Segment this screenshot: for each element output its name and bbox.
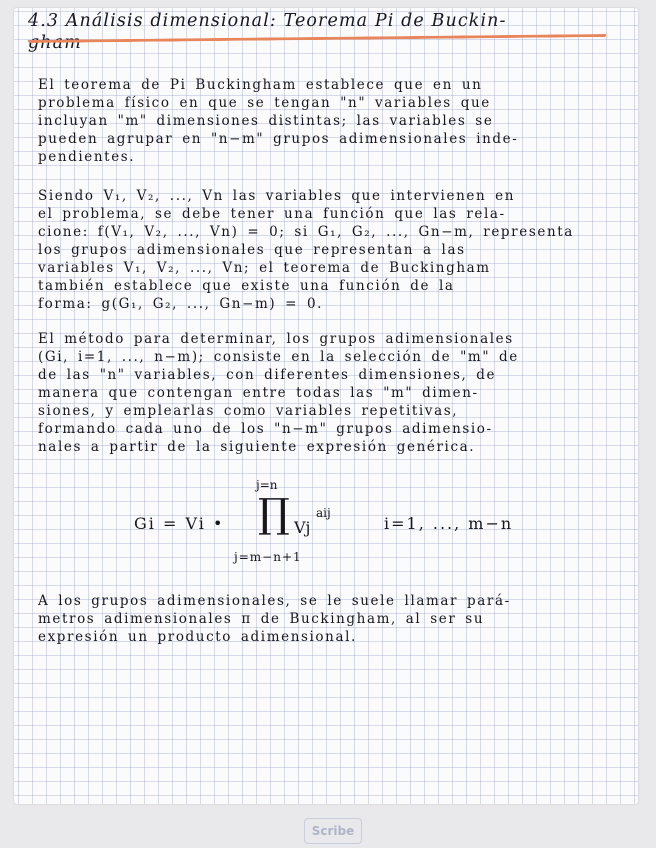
formula-lower-limit: j=m−n+1	[234, 550, 302, 564]
paragraph-2	[38, 187, 624, 313]
paragraph-3	[38, 330, 624, 456]
text-line: de las "n" variables, con diferentes dimensiones, de	[38, 367, 497, 383]
text-line: manera que contengan entre todas las "m" dimen-	[38, 385, 479, 401]
text-line: pueden agrupar en "n−m" grupos adimensionales inde-	[38, 131, 519, 147]
text-line: El teorema de Pi Buckingham establece que en un	[38, 77, 483, 93]
formula-exponent: aij	[316, 506, 331, 520]
pi-product-formula	[134, 478, 554, 568]
text-line: expresión un producto adimensional.	[38, 629, 357, 645]
formula-lhs: Gi = Vi •	[134, 514, 225, 533]
text-line: A los grupos adimensionales, se le suele llamar pará-	[38, 593, 511, 609]
text-line: formando cada uno de los "n−m" grupos adimensio-	[38, 421, 493, 437]
text-line: los grupos adimensionales que representan a las	[38, 242, 466, 258]
formula-upper-limit: j=n	[256, 478, 278, 492]
text-line: pendientes.	[38, 149, 136, 165]
text-line: nales a partir de la siguiente expresión genérica.	[38, 439, 476, 455]
paragraph-1	[38, 76, 624, 166]
title-line-2: gham	[28, 33, 82, 53]
text-line: variables V₁, V₂, ..., Vn; el teorema de Buckingham	[38, 260, 491, 276]
title-line-1: 4.3 Análisis dimensional: Teorema Pi de Buckin-	[28, 11, 507, 31]
text-line: metros adimensionales π de Buckingham, al ser su	[38, 611, 485, 627]
formula-index-range: i=1, ..., m−n	[384, 514, 514, 533]
text-line: El método para determinar, los grupos adimensionales	[38, 331, 514, 347]
text-line: el problema, se debe tener una función que las rela-	[38, 206, 506, 222]
text-line: forma: g(G₁, G₂, ..., Gn−m) = 0.	[38, 296, 324, 312]
text-line: Siendo V₁, V₂, ..., Vn las variables que intervienen en	[38, 188, 516, 204]
paragraph-4	[38, 592, 624, 646]
formula-base: Vj	[294, 518, 311, 537]
text-line: incluyan "m" dimensiones distintas; las variables se	[38, 113, 494, 129]
text-line: (Gi, i=1, ..., n−m); consiste en la selección de "m" de	[38, 349, 519, 365]
text-line: cione: f(V₁, V₂, ..., Vn) = 0; si G₁, G₂, ..., Gn−m, representa	[38, 224, 574, 240]
text-line: también establece que existe una función de la	[38, 278, 455, 294]
text-line: siones, y emplearlas como variables repetitivas,	[38, 403, 459, 419]
scribe-watermark: Scribe	[304, 818, 362, 844]
product-symbol: ∏	[258, 491, 290, 537]
text-line: problema físico en que se tengan "n" variables que	[38, 95, 491, 111]
